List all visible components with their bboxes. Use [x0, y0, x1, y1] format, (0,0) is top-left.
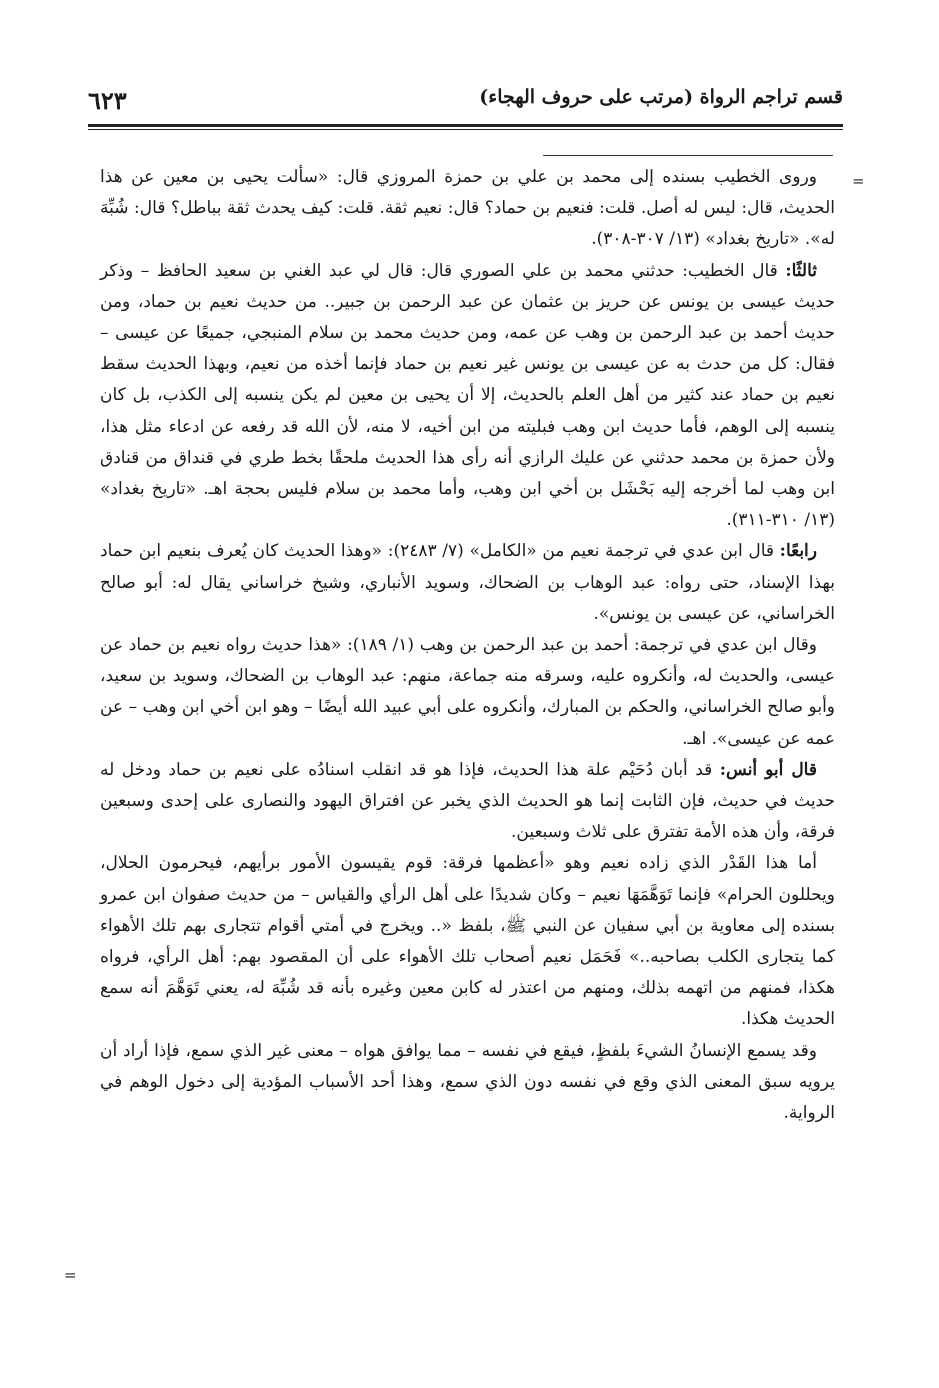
paragraph: [100, 848, 835, 1035]
running-head: قسم تراجم الرواة (مرتب على حروف الهجاء): [479, 86, 843, 108]
paragraph-text: قد أبان دُحَيْم علة هذا الحديث، فإذا هو قد انقلب اسنادُه على نعيم بن حماد ودخل له حديث في حديث، فإن الثابت إنما هو الحديث الذي يخبر عن افتراق اليهود والنصارى على إحدى وسبعين فرقة، وأن هذه الأمة تفترق على ثلاث وسبعين.: [100, 759, 835, 843]
page-number: ٦٢٣: [88, 86, 127, 115]
paragraph-text: قال ابن عدي في ترجمة نعيم من «الكامل» (٧/ ٢٤٨٣): «وهذا الحديث كان يُعرف بنعيم ابن حماد بهذا الإسناد، حتى رواه: عبد الوهاب بن الضحاك، وسويد الأنباري، وشيخ خراساني يقال له: أبو صالح الخراساني، عن عيسى بن يونس».: [100, 541, 835, 624]
header-rule-thick: [88, 124, 843, 127]
paragraph-text: أما هذا القَدْر الذي زاده نعيم وهو «أعظمها فرقة: قوم يقيسون الأمور برأيهم، فيحرمون الحلال، ويحللون الحرام» فإنما تَوَهَّمَهَا نعيم – وكان شديدًا على أهل الرأي والقياس – من حديث صفوان ابن عمرو بسنده إلى معاوية بن أبي سفيان عن النبي ﷺ، بلفظ «.. ويخرج في أمتي أقوام تتجارى بهم تلك الأهواء كما يتجارى الكلب بصاحبه..» فَحَمَل نعيم أصحاب تلك الأهواء على أن المقصود بهم: أهل الرأي، فرواه هكذا، فمنهم من اتهمه بذلك، ومنهم من اعتذر له كابن معين وغيره بأنه قد شُبِّهَ له، يعني تَوَهَّمَ أنه سمع الحديث هكذا.: [100, 853, 835, 1030]
paragraph-label: قال أبو أنس:: [719, 759, 817, 780]
paragraph: [100, 1036, 835, 1130]
page-header: [88, 84, 843, 118]
paragraph-text: قال الخطيب: حدثني محمد بن علي الصوري قال: قال لي عبد الغني بن سعيد الحافظ – وذكر حديث عيسى بن يونس عن حريز بن عثمان عن عبد الرحمن بن جبير.. من حديث نعيم بن حماد، ومن حديث أحمد بن عبد الرحمن بن وهب عن عمه، ومن حديث محمد بن سلام المنبجي، جميعًا عن عيسى – فقال: كل من حدث به عن عيسى بن يونس غير نعيم بن حماد فإنما أخذه من نعيم، وبهذا الحديث سقط نعيم بن حماد عند كثير من أهل العلم بالحديث، إلا أن يحيى بن معين لم يكن ينسبه إلى الكذب، بل كان ينسبه إلى الوهم، فأما حديث ابن وهب فبليته من ابن أخيه، لا منه، لأن الله قد رفعه عن ادعاء مثل هذا، ولأن حمزة بن محمد حدثني عن عليك الرازي أنه رأى هذا الحديث ملحقًا بخط طري في قنداق من قنادق ابن وهب لما أخرجه إليه بَحْشَل بن أخي ابن وهب، وأما محمد بن سلام فليس بحجة اهـ. «تاريخ بغداد» (١٣/ ٣١٠-٣١١).: [100, 260, 835, 531]
paragraph: [100, 755, 835, 849]
footnote-body: [100, 162, 835, 1129]
paragraph-label: ثالثًا:: [785, 260, 817, 281]
header-rule-thin: [88, 129, 843, 130]
paragraph-label: رابعًا:: [779, 541, 817, 562]
footnote-separator: [543, 155, 833, 156]
continuation-marker-bottom: =: [64, 1266, 77, 1284]
paragraph-text: وروى الخطيب بسنده إلى محمد بن علي بن حمزة المروزي قال: «سألت يحيى بن معين عن هذا الحديث، قال: ليس له أصل. قلت: فنعيم بن حماد؟ قال: نعيم ثقة. قلت: كيف يحدث ثقة بباطل؟ قال: شُبِّهَ له». «تاريخ بغداد» (١٣/ ٣٠٧-٣٠٨).: [100, 167, 835, 250]
continuation-marker-top: =: [852, 172, 865, 190]
paragraph: [100, 256, 835, 537]
paragraph-text: وقد يسمع الإنسانُ الشيءَ بلفظٍ، فيقع في نفسه – مما يوافق هواه – معنى غير الذي سمع، فإذا أراد أن يرويه سبق المعنى الذي وقع في نفسه دون الذي سمع، وهذا أحد الأسباب المؤدية إلى دخول الوهم في الرواية.: [100, 1040, 835, 1124]
paragraph: [100, 162, 835, 256]
paragraph: [100, 630, 835, 755]
paragraph: [100, 536, 835, 630]
paragraph-text: وقال ابن عدي في ترجمة: أحمد بن عبد الرحمن بن وهب (١/ ١٨٩): «هذا حديث رواه نعيم بن حماد عن عيسى، والحديث له، وأنكروه عليه، وسرقه منه جماعة، منهم: عبد الوهاب بن الضحاك، وسويد بن سعيد، وأبو صالح الخراساني، والحكم بن المبارك، وأنكروه على أبي عبيد الله أيضًا – وهو ابن أخي ابن وهب – عن عمه عن عيسى». اهـ.: [100, 635, 835, 749]
